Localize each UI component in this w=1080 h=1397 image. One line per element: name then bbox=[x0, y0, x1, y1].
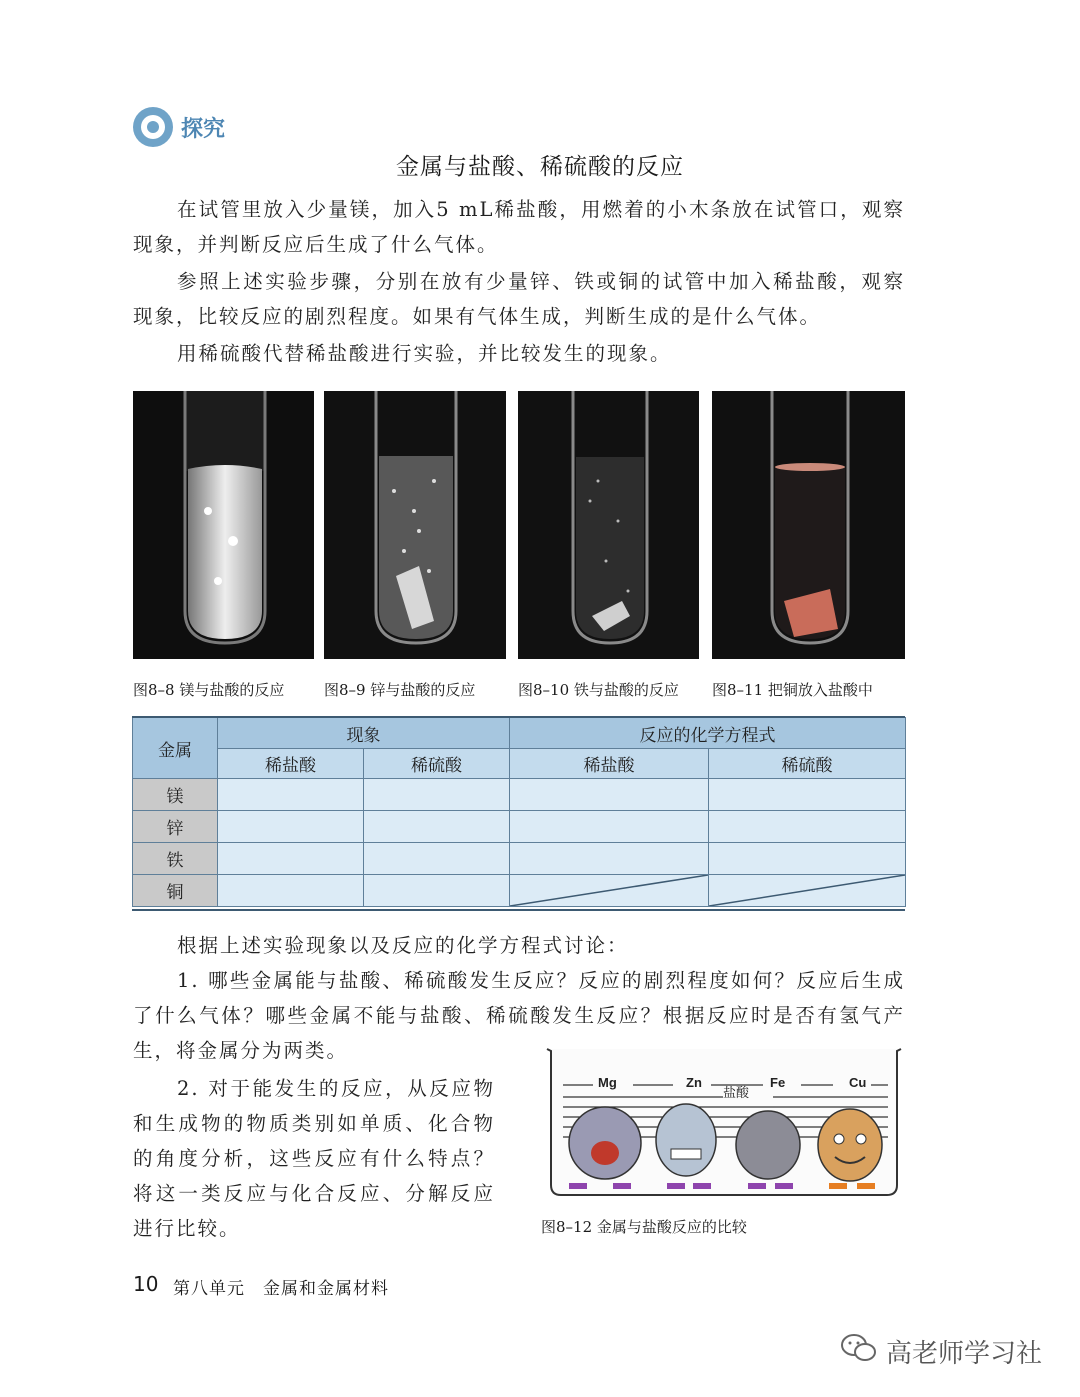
paragraph-2: 参照上述实验步骤，分别在放有少量锌、铁或铜的试管中加入稀盐酸，观察现象，比较反应的剧烈程度。如果有气体生成，判断生成的是什么气体。 bbox=[133, 270, 905, 328]
figure-8-11-caption: 图8–11 把铜放入盐酸中 bbox=[712, 681, 873, 699]
diagonal-cell bbox=[510, 875, 709, 907]
question-2: 2. 对于能发生的反应，从反应物和生成物的物质类别如单质、化合物的角度分析，这些反应有什么特点？将这一类反应与化合反应、分解反应进行比较。 bbox=[133, 1077, 495, 1240]
row-metal-label: 铁 bbox=[133, 843, 218, 875]
section-label: 探究 bbox=[181, 117, 226, 142]
table-top-rule bbox=[132, 716, 905, 718]
row-metal-label: 锌 bbox=[133, 811, 218, 843]
table-cell[interactable] bbox=[510, 779, 709, 811]
table-row bbox=[133, 875, 906, 907]
watermark-text: 高老师学习社 bbox=[886, 1339, 1043, 1369]
figure-8-8-caption: 图8–8 镁与盐酸的反应 bbox=[133, 681, 285, 699]
subheader-hcl-phenomenon: 稀盐酸 bbox=[218, 749, 364, 779]
table-cell[interactable] bbox=[364, 811, 510, 843]
label-zn: Zn bbox=[686, 1075, 702, 1090]
diagonal-cell bbox=[709, 875, 906, 907]
table-cell[interactable] bbox=[364, 843, 510, 875]
footer-unit-text: 第八单元 金属和金属材料 bbox=[173, 1279, 389, 1299]
photo-magnesium bbox=[133, 391, 314, 659]
table-cell[interactable] bbox=[510, 843, 709, 875]
paragraph-1: 在试管里放入少量镁，加入5 mL稀盐酸，用燃着的小木条放在试管口，观察现象，并判断反应后生成了什么气体。 bbox=[133, 198, 905, 256]
label-cu: Cu bbox=[849, 1075, 867, 1090]
page-number: 10 bbox=[133, 1272, 159, 1296]
figure-8-9-caption: 图8–9 锌与盐酸的反应 bbox=[324, 681, 476, 699]
table-cell[interactable] bbox=[510, 811, 709, 843]
photo-copper bbox=[712, 391, 905, 659]
figure-8-10-caption: 图8–10 铁与盐酸的反应 bbox=[518, 681, 679, 699]
table-cell[interactable] bbox=[218, 843, 364, 875]
table-cell[interactable] bbox=[218, 779, 364, 811]
subheader-hcl-equation: 稀盐酸 bbox=[510, 749, 709, 779]
table-cell[interactable] bbox=[709, 811, 906, 843]
subheader-h2so4-equation: 稀硫酸 bbox=[709, 749, 906, 779]
photo-zinc bbox=[324, 391, 506, 659]
experiment-table bbox=[132, 717, 906, 907]
label-mg: Mg bbox=[598, 1075, 617, 1090]
table-cell[interactable] bbox=[709, 779, 906, 811]
watermark bbox=[840, 1333, 1042, 1370]
figure-8-12-caption: 图8–12 金属与盐酸反应的比较 bbox=[541, 1218, 747, 1236]
page-title: 金属与盐酸、稀硫酸的反应 bbox=[396, 154, 684, 180]
header-phenomenon: 现象 bbox=[218, 718, 510, 749]
section-badge-icon bbox=[133, 107, 173, 147]
table-cell[interactable] bbox=[709, 843, 906, 875]
header-equation: 反应的化学方程式 bbox=[510, 718, 906, 749]
row-metal-label: 镁 bbox=[133, 779, 218, 811]
discussion-intro: 根据上述实验现象以及反应的化学方程式讨论： bbox=[177, 934, 629, 957]
table-cell[interactable] bbox=[218, 811, 364, 843]
question-1: 1. 哪些金属能与盐酸、稀硫酸发生反应？反应的剧烈程度如何？反应后生成了什么气体？哪些金属不能与盐酸、稀硫酸发生反应？根据反应时是否有氢气产生，将金属分为两类。 bbox=[133, 969, 905, 1062]
photo-iron bbox=[518, 391, 699, 659]
header-metal: 金属 bbox=[133, 718, 218, 779]
table-row bbox=[133, 779, 906, 811]
paragraph-3: 用稀硫酸代替稀盐酸进行实验，并比较发生的现象。 bbox=[177, 342, 672, 365]
label-hcl: 盐酸 bbox=[723, 1086, 750, 1101]
row-metal-label: 铜 bbox=[133, 875, 218, 907]
table-cell[interactable] bbox=[364, 779, 510, 811]
wechat-icon bbox=[840, 1333, 878, 1370]
label-fe: Fe bbox=[770, 1075, 786, 1090]
table-cell[interactable] bbox=[218, 875, 364, 907]
table-cell[interactable] bbox=[364, 875, 510, 907]
table-row bbox=[133, 843, 906, 875]
table-row bbox=[133, 811, 906, 843]
subheader-h2so4-phenomenon: 稀硫酸 bbox=[364, 749, 510, 779]
metals-in-acid-cartoon bbox=[543, 1045, 905, 1197]
table-bottom-rule bbox=[132, 909, 905, 911]
